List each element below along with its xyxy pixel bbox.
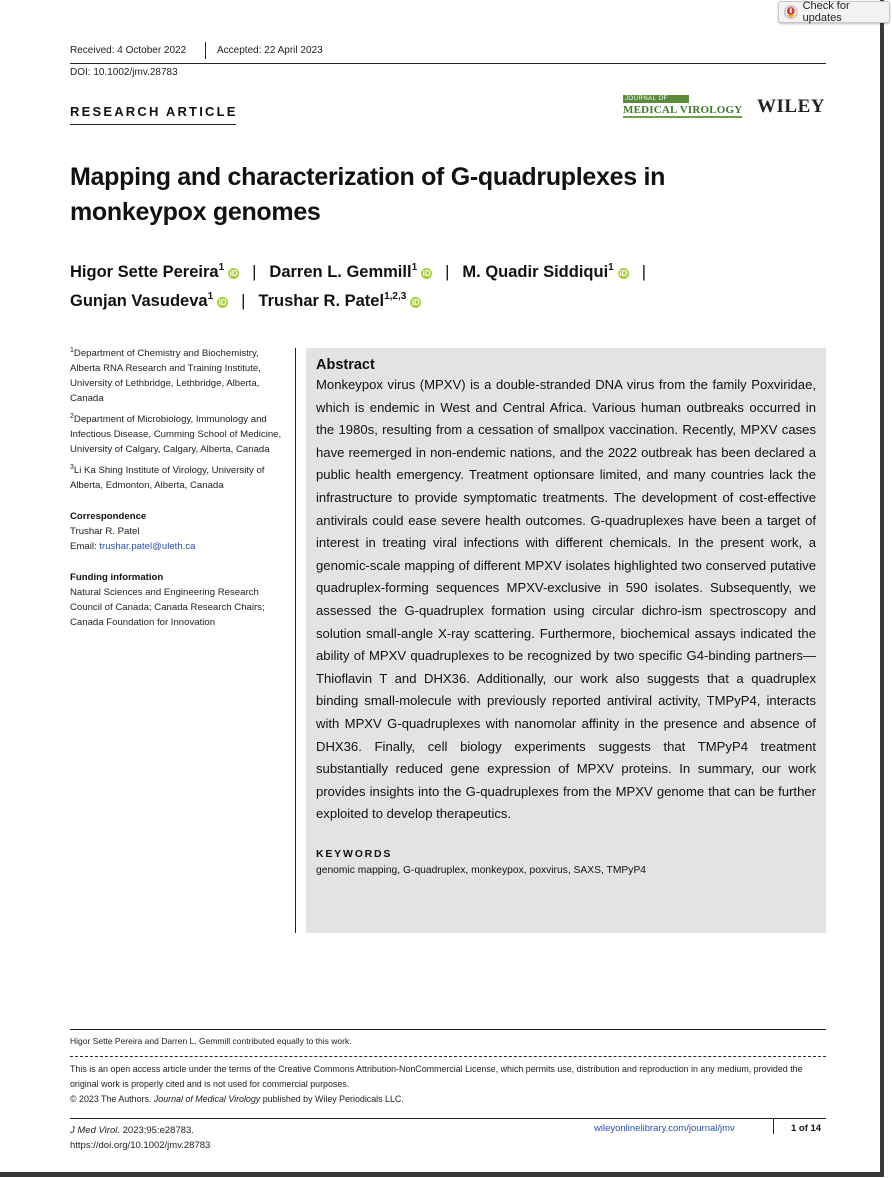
crossmark-icon [784, 5, 798, 19]
license-note [70, 1062, 826, 1107]
author[interactable]: Trushar R. Patel$^{1,2,3}$iD [258, 291, 420, 310]
footnote-dashed-rule [70, 1056, 826, 1057]
received-date: Received: 4 October 2022 [70, 45, 187, 56]
check-for-updates-label: Check for updates [802, 0, 850, 24]
page-number: 1 of 14 [791, 1123, 822, 1134]
sidebar-info [70, 346, 288, 630]
doi[interactable]: DOI: 10.1002/jmv.28783 [70, 67, 178, 78]
license-text: This is an open access article under the terms of the Creative Commons Attribution-NonCommercial License, which permits use, distribution and reproduction in any medium, provided the original work is properly cited and is not used for commercial purposes. [70, 1064, 803, 1089]
journal-logo-name: MEDICAL VIROLOGY [623, 104, 743, 116]
keywords-text: genomic mapping, G-quadruplex, monkeypox, poxvirus, SAXS, TMPyP4 [316, 864, 647, 876]
author-separator: | [445, 263, 450, 281]
email-link[interactable]: trushar.patel@uleth.ca [99, 541, 196, 552]
citation [70, 1123, 210, 1153]
funding-information [70, 570, 288, 630]
journal-logo[interactable] [623, 95, 742, 118]
column-divider [295, 348, 296, 933]
author[interactable]: M. Quadir Siddiqui$^1$iD [462, 262, 628, 281]
correspondence-name: Trushar R. Patel [70, 526, 140, 537]
journal-website-link[interactable]: wileyonlinelibrary.com/journal/jmv [594, 1123, 735, 1134]
author[interactable]: Higor Sette Pereira$^1$iD [70, 262, 238, 281]
abstract-text: Monkeypox virus (MPXV) is a double-stranded DNA virus from the family Poxviridae, which is endemic in West and Central Africa. Various human outbreaks occurred in the 1980s, resulting from a cessation of smallpox vaccination. Recently, MPXV cases have reemerged in non-endemic nations, and the 2022 outbreak has been declared a public health emergency. Treatment optionsare limited, and many countries lack the infrastructure to provide symptomatic treatments. The development of cost-effective antivirals could ease severe health outcomes. G-quadruplexes have been a target of interest in treating viral infections with different chemicals. In the present work, a genomic-scale mapping of different MPXV isolates highlighted two conserved putative quadruplex-forming sequences MPXV-exclusive in 590 isolates. Subsequently, we assessed the G-quadruplex formation using circular dichro-ism spectroscopy and solution small-angle X-ray scattering. Furthermore, biochemical assays indicated the ability of MPXV quadruplexes to be recognized by two specific G4-binding partners—Thioflavin T and DHX36. Additionally, our work also suggests that a quadruplex binding small-molecule with previously reported antiviral activity, TMPyP4, interacts with MPXV G-quadruplexes with nanomolar affinity in the presence and absence of DHX36. Finally, cell biology experiments suggests that TMPyP4 treatment substantially reduced gene expression of MPXV proteins. In summary, our work provides insights into the G-quadruplexes from the MPXV genome that can be further exploited to develop therapeutics. [316, 377, 816, 822]
citation-url[interactable]: https://doi.org/10.1002/jmv.28783 [70, 1140, 211, 1151]
correspondence-email: Email: trushar.patel@uleth.ca [70, 541, 196, 552]
article-title: Mapping and characterization of G-quadruplexes in monkeypox genomes [70, 163, 666, 226]
received-accepted [70, 45, 323, 56]
citation-journal: J Med Virol. [70, 1125, 120, 1136]
article-type: RESEARCH ARTICLE [70, 104, 238, 119]
citation-details: 2023;95:e28783. [119, 1125, 194, 1136]
orcid-icon[interactable]: iD [229, 269, 238, 278]
affiliation: $^1$Department of Chemistry and Biochemistry, Alberta RNA Research and Training Institute, University of Lethbridge, Lethbridge, Alberta, Canada [70, 347, 261, 404]
orcid-icon[interactable]: iD [619, 269, 628, 278]
accepted-date: Accepted: 22 April 2023 [217, 45, 323, 56]
header-separator [205, 42, 206, 59]
funding-title: Funding information [70, 572, 164, 583]
abstract-title: Abstract [316, 357, 375, 373]
author[interactable]: Gunjan Vasudeva$^1$iD [70, 291, 227, 310]
funding-text: Natural Sciences and Engineering Research Council of Canada; Canada Research Chairs; Canada Foundation for Innovation [70, 587, 265, 628]
abstract-box [306, 348, 826, 933]
header-rule [70, 63, 826, 64]
check-for-updates-button[interactable] [778, 1, 890, 23]
affiliation: $^2$Department of Microbiology, Immunology and Infectious Disease, Cumming School of Medicine, University of Calgary, Calgary, Alberta, Canada [70, 413, 282, 455]
journal-logo-top: JOURNAL OF [623, 95, 689, 103]
author[interactable]: Darren L. Gemmill$^1$iD [269, 262, 431, 281]
orcid-icon[interactable]: iD [218, 298, 227, 307]
orcid-icon[interactable]: iD [411, 298, 420, 307]
footer-separator [773, 1119, 774, 1134]
keywords-title: KEYWORDS [316, 847, 393, 860]
equal-contribution-note: Higor Sette Pereira and Darren L. Gemmill contributed equally to this work. [70, 1036, 352, 1046]
copyright-line: © 2023 The Authors. Journal of Medical Virology published by Wiley Periodicals LLC. [70, 1094, 404, 1104]
footnote-rule [70, 1029, 826, 1030]
article-type-underline [70, 124, 236, 125]
orcid-icon[interactable]: iD [422, 269, 431, 278]
correspondence-title: Correspondence [70, 511, 147, 522]
author-list [70, 258, 830, 316]
author-separator: | [241, 292, 246, 310]
bottom-rule [70, 1118, 826, 1119]
publisher-logo[interactable]: WILEY [757, 96, 825, 117]
affiliation: $^3$Li Ka Shing Institute of Virology, University of Alberta, Edmonton, Alberta, Canada [70, 464, 265, 491]
correspondence [70, 509, 288, 554]
author-separator: | [252, 263, 257, 281]
author-separator: | [641, 263, 647, 281]
